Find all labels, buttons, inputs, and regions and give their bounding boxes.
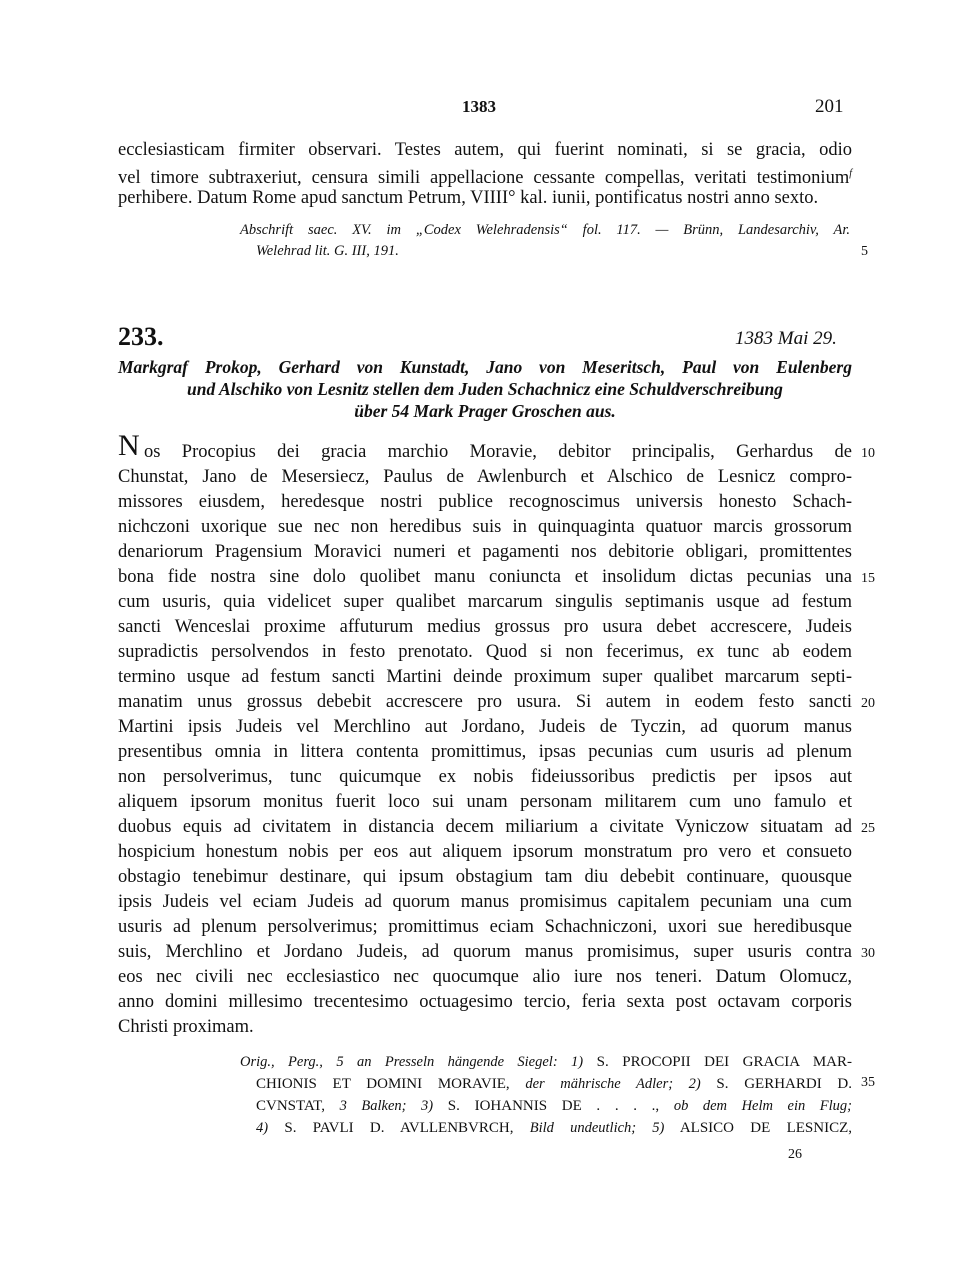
- line-number: 30: [861, 946, 875, 961]
- text-line: ecclesiasticam firmiter observari. Testes autem, qui fuerint nominati, si se gracia, odio: [118, 140, 852, 160]
- footnote-mark: f: [849, 168, 852, 179]
- body-line: denariorum Pragensium Moravici numeri et pagamenti nos debitorie obligari, promittentes: [118, 542, 852, 562]
- entry-summary: [118, 356, 852, 422]
- body-line: eos nec civili nec ecclesiastico nec quocumque alio iure nos teneri. Datum Olomucz,: [118, 967, 852, 987]
- line-number: 15: [861, 571, 875, 586]
- body-line: suis, Merchlino et Jordano Judeis, ad quorum manus promisimus, super usuris contra: [118, 942, 852, 962]
- body-line: sancti Wenceslai proxime affuturum medius grossus pro usura debet accrescere, Judeis: [118, 617, 852, 637]
- body-line: cum usuris, quia videlicet super qualibet marcarum singulis septimanis usque ad festum: [118, 592, 852, 612]
- entry-number: 233.: [118, 322, 164, 351]
- body-line: Chunstat, Jano de Mesersiecz, Paulus de Awlenburch et Alschico de Lesnicz compro-: [118, 467, 852, 487]
- line-number: 5: [861, 244, 868, 259]
- signature-mark: 26: [788, 1147, 802, 1162]
- body-line: duobus equis ad civitatem in distancia decem miliarium a civitate Vyniczow situatam ad: [118, 817, 852, 837]
- body-line: os Procopius dei gracia marchio Moravie, debitor principalis, Gerhardus de: [144, 442, 852, 462]
- text-line: vel timore subtraxeriut, censura simili appellacione cessante compellas, veritati testimonium$^f$: [118, 168, 852, 189]
- line-number: 10: [861, 446, 875, 461]
- body-line: presentibus omnia in littera contenta promittimus, ipsas pecunias cum usuris ad plenum: [118, 742, 852, 762]
- source-note-line: Abschrift saec. XV. im „Codex Welehradensis“ fol. 117. — Brünn, Landesarchiv, Ar.: [240, 222, 850, 238]
- line-number: 35: [861, 1075, 875, 1090]
- line-number: 25: [861, 821, 875, 836]
- orig-note-line: CVNSTAT, 3 Balken; 3) S. IOHANNIS DE . . . ., ob dem Helm ein Flug;: [256, 1098, 852, 1114]
- text-line: perhibere. Datum Rome apud sanctum Petrum, VIIII° kal. iunii, pontificatus nostri anno sexto.: [118, 188, 819, 208]
- body-line: non persolverimus, tunc quicumque ex nobis fideiussoribus predictis per ipsos aut: [118, 767, 852, 787]
- body-line: bona fide nostra sine dolo quolibet manu coniuncta et insolidum dictas pecunias una: [118, 567, 852, 587]
- source-note-line: Welehrad lit. G. III, 191.: [256, 243, 399, 259]
- body-line: nichczoni uxorique sue nec non heredibus suis in quinquaginta quatuor marcis grossorum: [118, 517, 852, 537]
- orig-note-line: CHIONIS ET DOMINI MORAVIE, der mährische Adler; 2) S. GERHARDI D.: [256, 1076, 852, 1092]
- summary-line: und Alschiko von Lesnitz stellen dem Juden Schachnicz eine Schuldverschreibung: [187, 379, 783, 399]
- body-line: obstagio tenebimur destinare, qui ipsum obstagium tam diu debebit continuare, quousque: [118, 867, 852, 887]
- body-line: manatim unus grossus debebit accrescere pro usura. Si autem in eodem festo sancti: [118, 692, 852, 712]
- page-number: 201: [815, 96, 844, 117]
- summary-line: Markgraf Prokop, Gerhard von Kunstadt, Jano von Meseritsch, Paul von Eulenberg: [118, 357, 852, 377]
- line-number: 20: [861, 696, 875, 711]
- body-line: missores eiusdem, heredesque nostri publice recognoscimus universis honesto Schach-: [118, 492, 852, 512]
- running-header-year: 1383: [462, 97, 496, 116]
- body-line: ipsis Judeis vel eciam Judeis ad quorum manus promisimus capitalem pecuniam una cum: [118, 892, 852, 912]
- body-line: usuris ad plenum persolverimus; promittimus eciam Schachniczoni, uxori sue heredibusque: [118, 917, 852, 937]
- body-line: Martini ipsis Judeis vel Merchlino aut Jordano, Judeis de Tyczin, ad quorum manus: [118, 717, 852, 737]
- body-line: Christi proximam.: [118, 1017, 254, 1037]
- orig-note-line: 4) S. PAVLI D. AVLLENBVRCH, Bild undeutlich; 5) ALSICO DE LESNICZ,: [256, 1120, 853, 1136]
- summary-line: über 54 Mark Prager Groschen aus.: [354, 401, 616, 421]
- body-line: aliquem ipsorum monitus fuerit loco sui unam personam militarem cum uno famulo et: [118, 792, 852, 812]
- body-line: termino usque ad festum sancti Martini deinde proximum super qualibet marcarum septi-: [118, 667, 852, 687]
- body-line: hospicium honestum nobis per eos aut aliquem ipsorum monstratum pro vero et consueto: [118, 842, 852, 862]
- body-line: anno domini millesimo trecentesimo octuagesimo tercio, feria sexta post octavam corporis: [118, 992, 852, 1012]
- drop-initial: N: [118, 429, 140, 462]
- entry-date: 1383 Mai 29.: [735, 328, 837, 349]
- body-line: supradictis persolvendos in festo prenotato. Quod si non fecerimus, ex tunc ab eodem: [118, 642, 852, 662]
- orig-note-line: Orig., Perg., 5 an Presseln hängende Siegel: 1) S. PROCOPII DEI GRACIA MAR-: [240, 1054, 852, 1070]
